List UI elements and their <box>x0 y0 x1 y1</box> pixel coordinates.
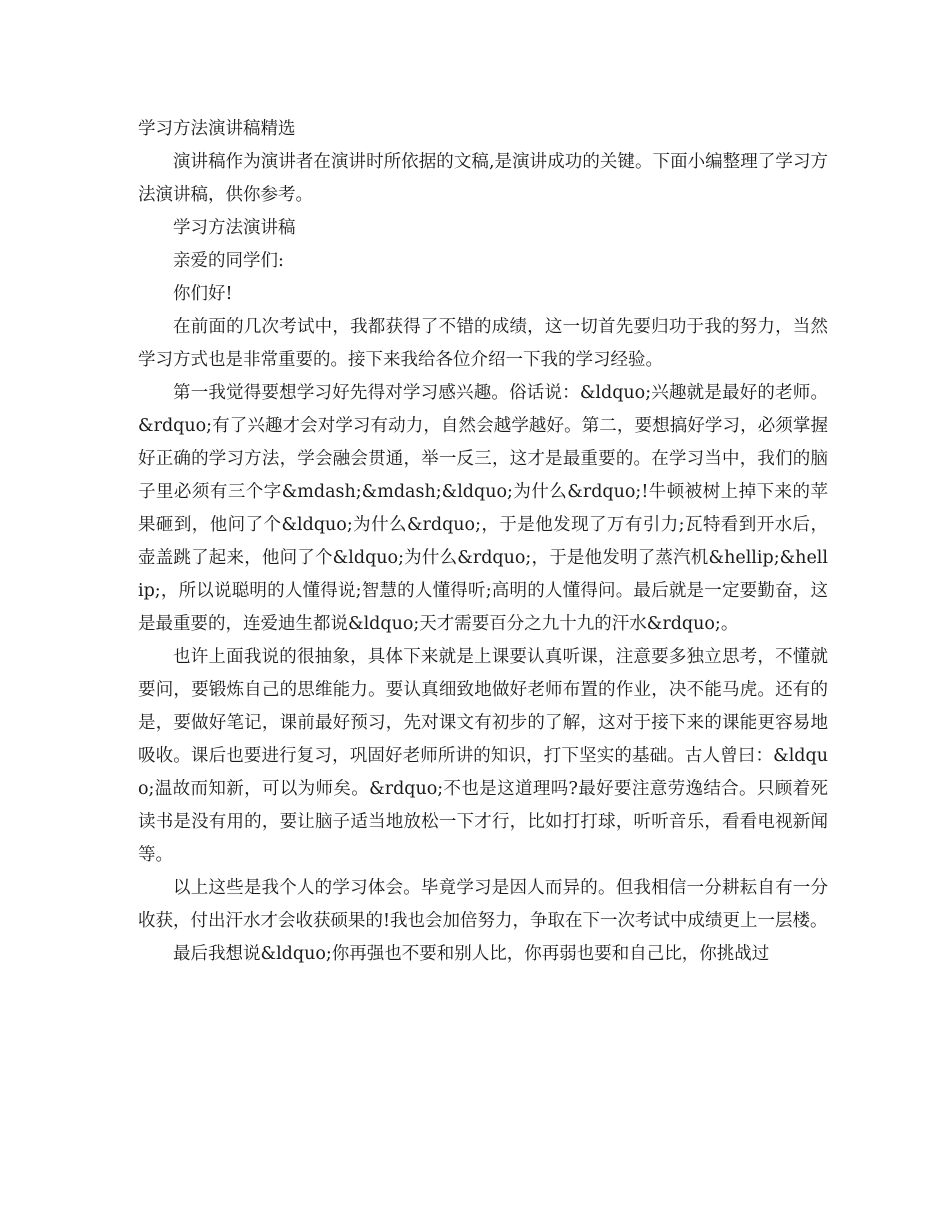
paragraph-subtitle: 学习方法演讲稿 <box>173 218 296 238</box>
document-title: 学习方法演讲稿精选 <box>138 119 296 139</box>
paragraph-closing: 最后我想说&ldquo;你再强也不要和别人比，你再弱也要和自己比，你挑战过 <box>173 944 770 964</box>
paragraph-salutation: 亲爱的同学们: <box>173 251 284 271</box>
paragraph-opening: 在前面的几次考试中，我都获得了不错的成绩，这一切首先要归功于我的努力，当然学习方式也是非常重要的。接下来我给各位介绍一下我的学习经验。 <box>138 317 828 370</box>
paragraph-summary: 以上这些是我个人的学习体会。毕竟学习是因人而异的。但我相信一分耕耘自有一分收获，付出汗水才会收获硕果的!我也会加倍努力，争取在下一次考试中成绩更上一层楼。 <box>138 878 828 931</box>
paragraph-interest: 第一我觉得要想学习好先得对学习感兴趣。俗话说：&ldquo;兴趣就是最好的老师。&rdquo;有了兴趣才会对学习有动力，自然会越学越好。第二，要想搞好学习，必须掌握好正确的学习方法，学会融会贯通，举一反三，这才是最重要的。在学习当中，我们的脑子里必须有三个字&mdash;&mdash;&ldquo;为什么&rdquo;!牛顿被树上掉下来的苹果砸到，他问了个&ldquo;为什么&rdquo;，于是他发现了万有引力;瓦特看到开水后，壶盖跳了起来，他问了个&ldquo;为什么&rdquo;，于是他发明了蒸汽机&hellip;&hellip;，所以说聪明的人懂得说;智慧的人懂得听;高明的人懂得问。最后就是一定要勤奋，这是最重要的，连爱迪生都说&ldquo;天才需要百分之九十九的汗水&rdquo;。 <box>138 383 828 634</box>
paragraph-intro: 演讲稿作为演讲者在演讲时所依据的文稿,是演讲成功的关键。下面小编整理了学习方法演讲稿，供你参考。 <box>138 152 828 205</box>
document-body <box>138 113 828 971</box>
paragraph-greeting: 你们好! <box>173 284 233 304</box>
paragraph-class-habits: 也许上面我说的很抽象，具体下来就是上课要认真听课，注意要多独立思考，不懂就要问，要锻炼自己的思维能力。要认真细致地做好老师布置的作业，决不能马虎。还有的是，要做好笔记，课前最好预习，先对课文有初步的了解，这对于接下来的课能更容易地吸收。课后也要进行复习，巩固好老师所讲的知识，打下坚实的基础。古人曾曰：&ldquo;温故而知新，可以为师矣。&rdquo;不也是这道理吗?最好要注意劳逸结合。只顾着死读书是没有用的，要让脑子适当地放松一下才行，比如打打球，听听音乐，看看电视新闻等。 <box>138 647 828 865</box>
